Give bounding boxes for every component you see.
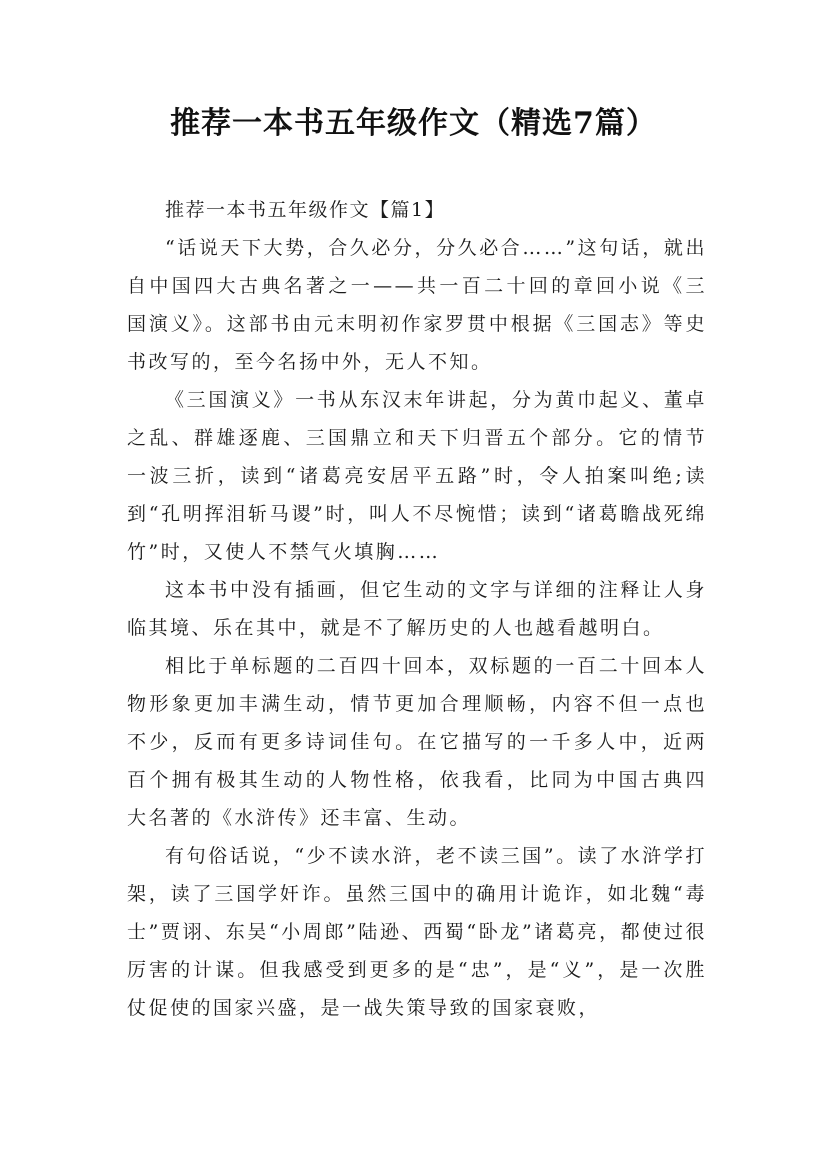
- section-heading: 推荐一本书五年级作文【篇1】: [165, 199, 446, 221]
- paragraph-4: 相比于单标题的二百四十回本，双标题的一百二十回本人物形象更加丰满生动，情节更加合理顺畅，内容不但一点也不少，反而有更多诗词佳句。在它描写的一千多人中，近两百个拥有极其生动的人物性格，依我看，比同为中国古典四大名著的《水浒传》还丰富、生动。: [127, 655, 707, 829]
- paragraph-2: 《三国演义》一书从东汉末年讲起，分为黄巾起义、董卓之乱、群雄逐鹿、三国鼎立和天下归晋五个部分。它的情节一波三折，读到“诸葛亮安居平五路”时，令人拍案叫绝;读到“孔明挥泪斩马谡”时，叫人不尽惋惜；读到“诸葛瞻战死绵竹”时，又使人不禁气火填胸……: [127, 389, 707, 563]
- paragraph-1: “话说天下大势，合久必分，分久必合……”这句话，就出自中国四大古典名著之一——共一百二十回的章回小说《三国演义》。这部书由元末明初作家罗贯中根据《三国志》等史书改写的，至今名扬中外，无人不知。: [127, 237, 707, 373]
- document-title: 推荐一本书五年级作文（精选7篇）: [170, 106, 657, 141]
- document-body: [127, 191, 707, 1027]
- paragraph-3: 这本书中没有插画，但它生动的文字与详细的注释让人身临其境、乐在其中，就是不了解历史的人也越看越明白。: [127, 579, 707, 639]
- paragraph-5: 有句俗话说，“少不读水浒，老不读三国”。读了水浒学打架，读了三国学奸诈。虽然三国中的确用计诡诈，如北魏“毒士”贾诩、东吴“小周郎”陆逊、西蜀“卧龙”诸葛亮，都使过很厉害的计谋。但我感受到更多的是“忠”，是“义”，是一次胜仗促使的国家兴盛，是一战失策导致的国家衰败，: [127, 845, 707, 1019]
